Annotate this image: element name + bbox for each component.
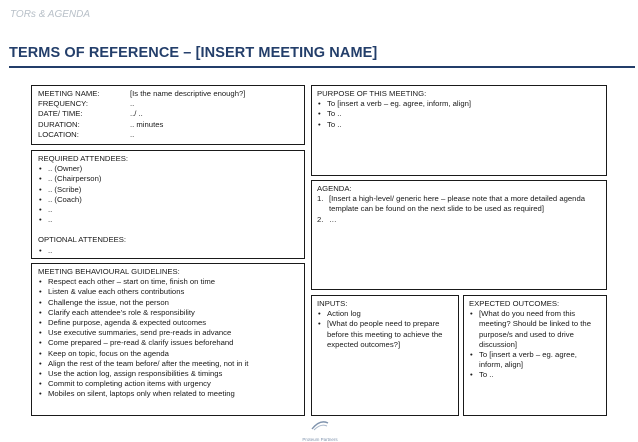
guideline-item: • Respect each other – start on time, finish on time [38,277,298,287]
meeting-field-value: .. [130,99,135,109]
meeting-field-value: [Is the name descriptive enough?] [130,89,246,98]
purpose-heading: PURPOSE OF THIS MEETING: [317,89,427,98]
meeting-field-row [38,130,298,140]
agenda-item [317,215,600,225]
meeting-details-box [31,85,305,145]
purpose-item: • To .. [317,109,600,119]
guidelines-box [31,263,305,416]
required-attendee-item: • .. (Chairperson) [38,174,298,184]
required-attendee-item: • .. [38,215,298,225]
guideline-item: • Define purpose, agenda & expected outcomes [38,318,298,328]
optional-attendees-heading: OPTIONAL ATTENDEES: [38,235,126,245]
inputs-box [311,295,459,416]
required-attendee-item: • .. [38,205,298,215]
guideline-item: • Use the action log, assign responsibilities & timings [38,369,298,379]
guideline-item: • Align the rest of the team before/ after the meeting, not in it [38,359,298,369]
guideline-item: • Come prepared – pre-read & clarify issues beforehand [38,338,298,348]
required-attendee-item: • .. (Owner) [38,164,298,174]
agenda-item-number: 1. [317,194,324,204]
outcome-item: • To .. [469,370,601,380]
guideline-item: • Use executive summaries, send pre-reads in advance [38,328,298,338]
inputs-list [317,309,453,350]
purpose-box [311,85,607,176]
required-attendee-item: • .. (Coach) [38,195,298,205]
logo-text: Proteum Partners [302,437,338,442]
attendees-spacer [38,225,298,235]
outcomes-list [469,309,601,380]
meeting-field-row [38,120,298,130]
guideline-item: • Mobiles on silent, laptops only when related to meeting [38,389,298,399]
agenda-item [317,194,600,214]
meeting-field-label: FREQUENCY: [38,99,88,109]
guidelines-list [38,277,298,399]
required-attendees-heading: REQUIRED ATTENDEES: [38,154,128,163]
outcomes-heading: EXPECTED OUTCOMES: [469,299,560,308]
purpose-item: • To .. [317,120,600,130]
page-title: TERMS OF REFERENCE – [INSERT MEETING NAME] [9,45,378,61]
outcome-item: • To [insert a verb – eg. agree, inform, align] [469,350,601,370]
meeting-field-value: .. [130,129,135,139]
breadcrumb: TORs & AGENDA [10,9,91,20]
logo-mark-icon [310,419,330,431]
guideline-item: • Keep on topic, focus on the agenda [38,349,298,359]
meeting-field-label: MEETING NAME: [38,89,100,98]
required-attendees-list [38,164,298,225]
agenda-item-text: … [329,214,337,224]
outcomes-box [463,295,607,416]
meeting-field-label: DURATION: [38,119,80,129]
agenda-item-text: [Insert a high-level/ generic here – please note that a more detailed agenda template can be found on the next slide to be used as required] [329,194,585,214]
outcome-item: • [What do you need from this meeting? Should be linked to the purpose/s and used to drive discussion] [469,309,601,350]
guideline-item: • Clarify each attendee’s role & responsibility [38,308,298,318]
meeting-field-row [38,109,298,119]
title-divider [9,66,635,68]
meeting-field-row [38,99,298,109]
agenda-item-number: 2. [317,214,324,224]
agenda-list [317,194,600,225]
meeting-fields-list [38,89,298,140]
purpose-list [317,99,600,130]
optional-attendees-list [38,246,298,256]
meeting-field-value: ../ .. [130,109,143,119]
guideline-item: • Listen & value each others contributions [38,287,298,297]
meeting-field-label: LOCATION: [38,129,79,139]
attendees-box [31,150,305,259]
optional-attendee-item: • .. [38,246,298,256]
input-item: • [What do people need to prepare before this meeting to achieve the expected outcomes?] [317,319,453,350]
guidelines-heading: MEETING BEHAVIOURAL GUIDELINES: [38,267,180,276]
meeting-field-value: .. minutes [130,119,164,129]
required-attendee-item: • .. (Scribe) [38,185,298,195]
inputs-heading: INPUTS: [317,299,348,308]
guideline-item: • Challenge the issue, not the person [38,298,298,308]
purpose-item: • To [insert a verb – eg. agree, inform, align] [317,99,600,109]
meeting-field-row [38,89,298,99]
guideline-item: • Commit to completing action items with urgency [38,379,298,389]
agenda-box [311,180,607,290]
agenda-heading: AGENDA: [317,184,352,193]
company-logo [290,418,350,440]
meeting-field-label: DATE/ TIME: [38,109,83,119]
input-item: • Action log [317,309,453,319]
